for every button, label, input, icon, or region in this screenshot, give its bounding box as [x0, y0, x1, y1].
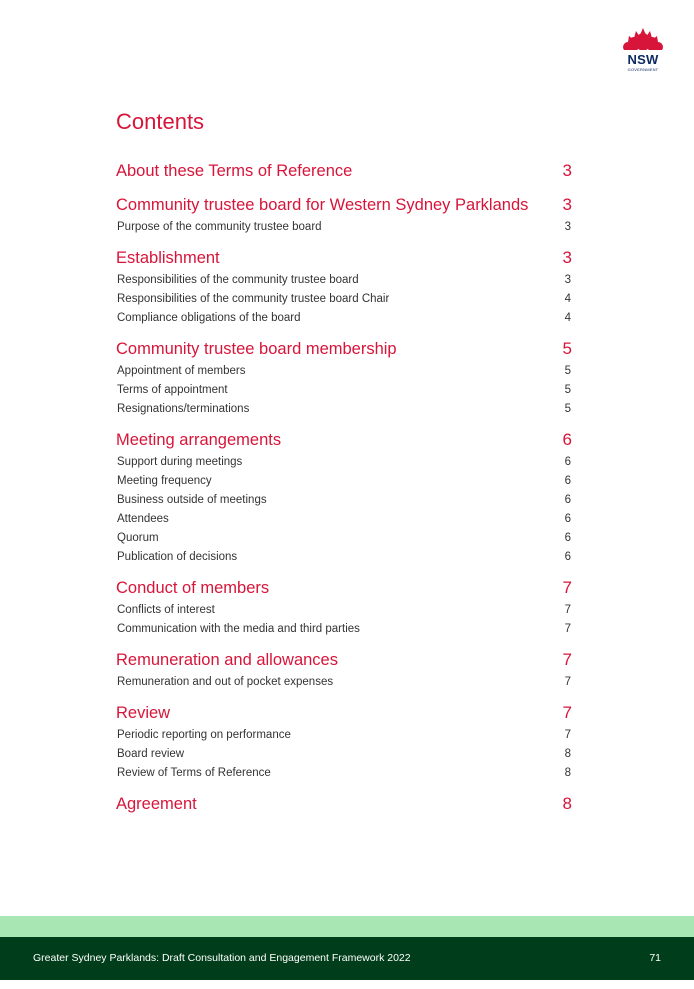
- toc-section-label: Conduct of members: [116, 579, 270, 597]
- toc-entry-page: 6: [564, 456, 571, 468]
- toc-entry-label: Terms of appointment: [117, 384, 228, 396]
- toc-entry-page: 7: [564, 729, 571, 741]
- waratah-icon: [620, 28, 666, 54]
- toc-section-page: 7: [562, 703, 572, 722]
- toc-entry[interactable]: [116, 745, 574, 764]
- toc-section: [116, 791, 574, 817]
- toc-entry[interactable]: [116, 601, 574, 620]
- toc-section-page: 3: [562, 248, 572, 267]
- toc-section-page: 7: [562, 650, 572, 669]
- toc-entry[interactable]: [116, 400, 574, 419]
- toc-entry-label: Conflicts of interest: [117, 604, 215, 616]
- toc-section: [116, 427, 574, 567]
- toc-entry[interactable]: [116, 309, 574, 328]
- toc-entry-page: 4: [564, 312, 571, 324]
- toc-entry-label: Appointment of members: [117, 365, 246, 377]
- toc-entry-label: Business outside of meetings: [117, 494, 267, 506]
- toc-entry[interactable]: [116, 510, 574, 529]
- toc-entry[interactable]: [116, 673, 574, 692]
- toc-section-heading[interactable]: [116, 192, 574, 218]
- toc-section-page: 3: [562, 195, 572, 214]
- toc-entry-page: 5: [564, 365, 571, 377]
- toc-entry[interactable]: [116, 290, 574, 309]
- nsw-government-logo: [620, 28, 666, 74]
- toc-entry-label: Publication of decisions: [117, 551, 238, 563]
- toc-section-page: 3: [562, 161, 572, 180]
- toc-section-heading[interactable]: [116, 245, 574, 271]
- toc-entry[interactable]: [116, 529, 574, 548]
- toc-entry-label: Support during meetings: [117, 456, 243, 468]
- toc-section: [116, 336, 574, 419]
- toc-section-label: Meeting arrangements: [116, 431, 282, 449]
- toc-entry-label: Periodic reporting on performance: [117, 729, 291, 741]
- toc-entry-label: Responsibilities of the community trustee board Chair: [117, 293, 390, 305]
- toc-section-label: Agreement: [116, 795, 197, 813]
- toc-entry-label: Review of Terms of Reference: [117, 767, 271, 779]
- toc-section-label: Establishment: [116, 249, 220, 267]
- toc-entry-page: 8: [564, 748, 571, 760]
- toc-entry[interactable]: [116, 726, 574, 745]
- toc-section-label: Community trustee board membership: [116, 340, 397, 358]
- toc-entry-page: 5: [564, 384, 571, 396]
- toc-entry[interactable]: [116, 764, 574, 783]
- page-footer: [0, 937, 694, 980]
- toc-entry[interactable]: [116, 453, 574, 472]
- toc-section: [116, 245, 574, 328]
- toc-section: [116, 192, 574, 237]
- footer-accent-band: [0, 916, 694, 937]
- toc-entry-page: 8: [564, 767, 571, 779]
- toc-entry-label: Compliance obligations of the board: [117, 312, 301, 324]
- page-title: Contents: [116, 109, 205, 134]
- toc-entry-page: 6: [564, 475, 571, 487]
- toc-section-label: Review: [116, 704, 171, 722]
- toc-section-page: 6: [562, 430, 572, 449]
- toc-entry[interactable]: [116, 472, 574, 491]
- toc-entry-label: Resignations/terminations: [117, 403, 250, 415]
- toc-entry-label: Quorum: [117, 532, 159, 544]
- toc-entry-label: Remuneration and out of pocket expenses: [117, 676, 334, 688]
- toc-section-heading[interactable]: [116, 700, 574, 726]
- toc-section: [116, 647, 574, 692]
- toc-entry-page: 7: [564, 623, 571, 635]
- toc-section-label: Community trustee board for Western Sydney Parklands: [116, 196, 529, 214]
- logo-wordmark: NSW: [627, 52, 659, 67]
- toc-entry[interactable]: [116, 491, 574, 510]
- toc-section-heading[interactable]: [116, 427, 574, 453]
- toc-entry-page: 7: [564, 676, 571, 688]
- toc-section-label: About these Terms of Reference: [116, 162, 353, 180]
- toc-entry-page: 7: [564, 604, 571, 616]
- toc-section-heading[interactable]: [116, 647, 574, 673]
- toc-entry-label: Communication with the media and third parties: [117, 623, 360, 635]
- toc-entry-page: 3: [564, 221, 571, 233]
- toc-entry-label: Board review: [117, 748, 185, 760]
- toc-entry[interactable]: [116, 548, 574, 567]
- toc-entry-page: 6: [564, 532, 571, 544]
- toc-entry-page: 6: [564, 513, 571, 525]
- toc-entry-page: 6: [564, 551, 571, 563]
- toc-entry[interactable]: [116, 620, 574, 639]
- toc-section-heading[interactable]: [116, 158, 574, 184]
- toc-section-page: 5: [562, 339, 572, 358]
- toc-section: [116, 158, 574, 184]
- toc-entry[interactable]: [116, 362, 574, 381]
- footer-document-title: Greater Sydney Parklands: Draft Consultation and Engagement Framework 2022: [33, 952, 411, 964]
- toc-section-label: Remuneration and allowances: [116, 651, 338, 669]
- toc-entry-page: 6: [564, 494, 571, 506]
- toc-entry-page: 4: [564, 293, 571, 305]
- footer-page-number: 71: [649, 952, 661, 964]
- toc-section-heading[interactable]: [116, 575, 574, 601]
- toc-entry-label: Meeting frequency: [117, 475, 212, 487]
- toc-section-heading[interactable]: [116, 336, 574, 362]
- toc-entry-label: Attendees: [117, 513, 169, 525]
- toc-entry-label: Purpose of the community trustee board: [117, 221, 322, 233]
- toc-section-page: 8: [562, 794, 572, 813]
- toc-section: [116, 700, 574, 783]
- toc-section-heading[interactable]: [116, 791, 574, 817]
- toc-section-page: 7: [562, 578, 572, 597]
- toc-entry[interactable]: [116, 218, 574, 237]
- toc-entry-page: 3: [564, 274, 571, 286]
- toc-entry-page: 5: [564, 403, 571, 415]
- table-of-contents: [116, 158, 574, 825]
- toc-entry[interactable]: [116, 381, 574, 400]
- toc-entry[interactable]: [116, 271, 574, 290]
- logo-subtext: GOVERNMENT: [627, 67, 659, 72]
- toc-section: [116, 575, 574, 639]
- toc-entry-label: Responsibilities of the community trustee board: [117, 274, 359, 286]
